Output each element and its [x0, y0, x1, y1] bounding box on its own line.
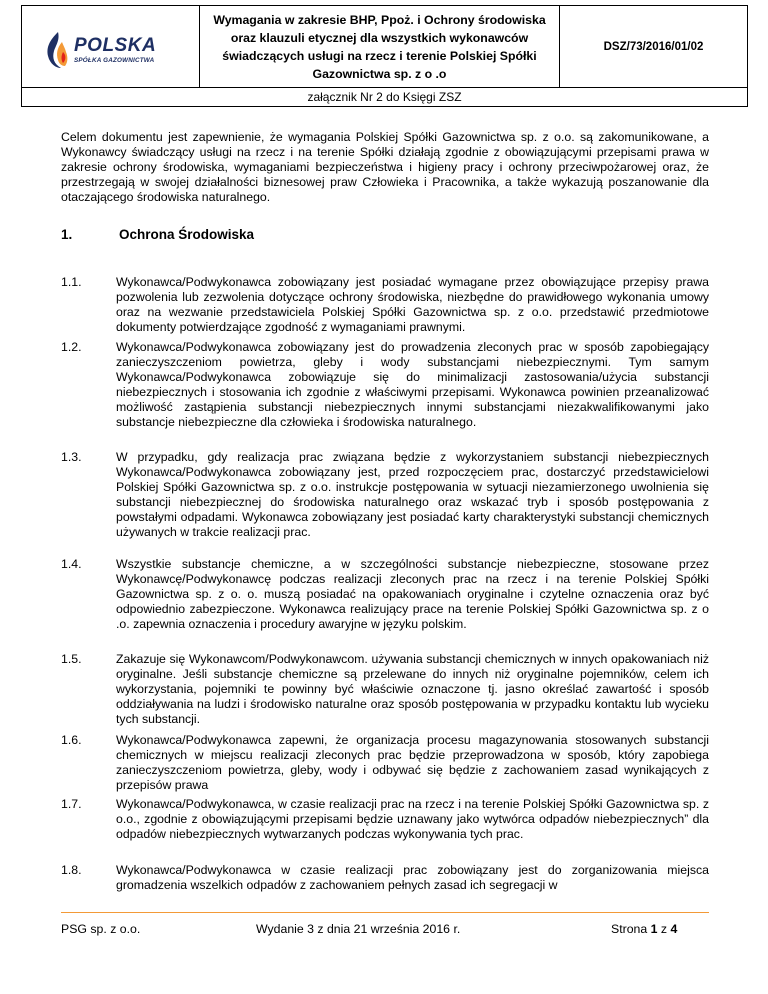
item-number: 1.2. [61, 340, 82, 354]
item-number: 1.8. [61, 863, 82, 877]
item-text: Wykonawca/Podwykonawca w czasie realizacji prac zobowiązany jest do zorganizowania miejsca gromadzenia wszelkich odpadów z zachowaniem pełnych zasad ich segregacji w [116, 863, 709, 892]
footer-edition: Wydanie 3 z dnia 21 września 2016 r. [256, 922, 461, 936]
logo-name: POLSKA [74, 34, 157, 56]
flame-icon [44, 30, 70, 70]
item-number: 1.4. [61, 557, 82, 571]
list-item [61, 797, 709, 842]
item-number: 1.6. [61, 733, 82, 747]
list-item [61, 863, 709, 893]
logo-cell [22, 6, 200, 87]
item-text: Wszystkie substancje chemiczne, a w szczególności substancje niebezpieczne, stosowane przez Wykonawcę/Podwykonawcę podczas realizacji zleconych prac na rzecz i na terenie Polskiej Spółki Gazownictwa sp. z o. o. muszą posiadać na opakowaniach oryginalne i czytelne oznaczenia oraz być odpowiednio zabezpieczone. Wykonawca realizujący prace na terenie Polskiej Spółki Gazownictwa sp. z o .o. zapewnia oznaczenia i procedury awaryjne w języku polskim. [116, 557, 709, 631]
company-logo [44, 30, 156, 70]
list-item [61, 340, 709, 430]
item-text: Wykonawca/Podwykonawca, w czasie realizacji prac na rzecz i na terenie Polskiej Spółki Gazownictwa sp. z o.o., zgodnie z obowiązującymi przepisami będzie uznawany jako wytwórca odpadów niebezpiecznych” dla odpadów niebezpiecznych wytwarzanych podczas wykonywania tych prac. [116, 797, 709, 841]
item-text: W przypadku, gdy realizacja prac związana będzie z wykorzystaniem substancji niebezpiecznych Wykonawca/Podwykonawca zobowiązany jest, przed rozpoczęciem prac, dostarczyć przedstawicielowi Polskiej Spółki Gazownictwa sp. z o.o. instrukcje postępowania w sytuacji niezamierzonego uwolnienia się substancji niebezpiecznej do środowiska naturalnego oraz wskazać tryb i sposób postępowania z powstałymi odpadami. Wykonawca zobowiązany jest posiadać karty charakterystyki substancji chemicznych używanych w trakcie realizacji prac. [116, 450, 709, 539]
list-item [61, 652, 709, 727]
document-code: DSZ/73/2016/01/02 [603, 40, 704, 53]
annex-label: załącznik Nr 2 do Księgi ZSZ [22, 87, 747, 106]
section-heading [61, 227, 254, 242]
item-number: 1.5. [61, 652, 82, 666]
list-item [61, 450, 709, 540]
page-label: Strona [611, 922, 648, 936]
footer-company: PSG sp. z o.o. [61, 922, 141, 936]
page-separator: z [660, 922, 668, 936]
item-number: 1.1. [61, 275, 82, 289]
item-text: Wykonawca/Podwykonawca zapewni, że organizacja procesu magazynowania stosowanych substancji chemicznych w miejscu realizacji zleconych prac będzie przeprowadzona w sposób, który zapobiega zanieczyszczeniom powietrza, gleby, wody i odbywać się będzie z zachowaniem zasad wynikających z przepisów prawa [116, 733, 709, 792]
logo-subtitle: SPÓŁKA GAZOWNICTWA [74, 56, 155, 64]
document-title: Wymagania w zakresie BHP, Ppoż. i Ochrony środowiska oraz klauzuli etycznej dla wszystkich wykonawców świadczących usługi na rzecz i terenie Polskiej Spółki Gazownictwa sp. z o .o [200, 6, 560, 87]
footer-divider [61, 912, 709, 913]
list-item [61, 557, 709, 632]
item-text: Wykonawca/Podwykonawca zobowiązany jest posiadać wymagane przez obowiązujące przepisy prawa pozwolenia lub zezwolenia dotyczące ochrony środowiska, niezbędne do prawidłowego wykonania umowy oraz na wezwanie przedstawiciela Polskiej Spółki Gazownictwa sp. z o.o. przedstawić przedmiotowe dokumenty potwierdzające zgodność z wymaganiami prawnymi. [116, 275, 709, 334]
document-header [21, 5, 748, 107]
item-text: Zakazuje się Wykonawcom/Podwykonawcom. używania substancji chemicznych w innych opakowaniach niż oryginalne. Jeśli substancje chemiczne są przelewane do innych niż oryginalne pojemników, celem ich wykorzystania, pojemniki te powinny być właściwie oznaczone tj. jasno określać zawartość i sposób oddziaływania na ludzi i środowisko naturalne oraz sposób postępowania w przypadku kontaktu lub wycieku tych substancji. [116, 652, 709, 726]
intro-paragraph: Celem dokumentu jest zapewnienie, że wymagania Polskiej Spółki Gazownictwa sp. z o.o. są zakomunikowane, a Wykonawcy świadczący usługi na rzecz i na terenie Spółki działają zgodnie z obowiązującymi przepisami prawa w zakresie ochrony środowiska, wymaganiami bezpieczeństwa i higieny pracy i ochrony przeciwpożarowej oraz, że przestrzegają w swojej działalności biznesowej praw Człowieka i Pracownika, a także wykazują poszanowanie dla otaczającego środowiska naturalnego. [61, 130, 709, 204]
page-indicator [611, 922, 677, 936]
list-item [61, 275, 709, 335]
section-number: 1. [61, 227, 73, 242]
page-total: 4 [670, 922, 678, 936]
item-number: 1.7. [61, 797, 82, 811]
item-number: 1.3. [61, 450, 82, 464]
section-title: Ochrona Środowiska [119, 227, 255, 242]
list-item [61, 733, 709, 793]
page-current: 1 [650, 922, 658, 936]
item-text: Wykonawca/Podwykonawca zobowiązany jest do prowadzenia zleconych prac w sposób zapobiegający zanieczyszczeniom powietrza, gleby i wody substancjami niebezpiecznymi. Tym samym Wykonawca/Podwykonawca zobowiązuje się do minimalizacji zastosowania/użycia substancji niebezpiecznych i stosowania ich zgodnie z właściwymi przepisami. Wykonawca powinien przeanalizować możliwość zastąpienia substancji niebezpiecznych innymi substancjami niezakwalifikowanymi jako substancje niebezpieczne dla człowieka i środowiska naturalnego. [116, 340, 709, 429]
